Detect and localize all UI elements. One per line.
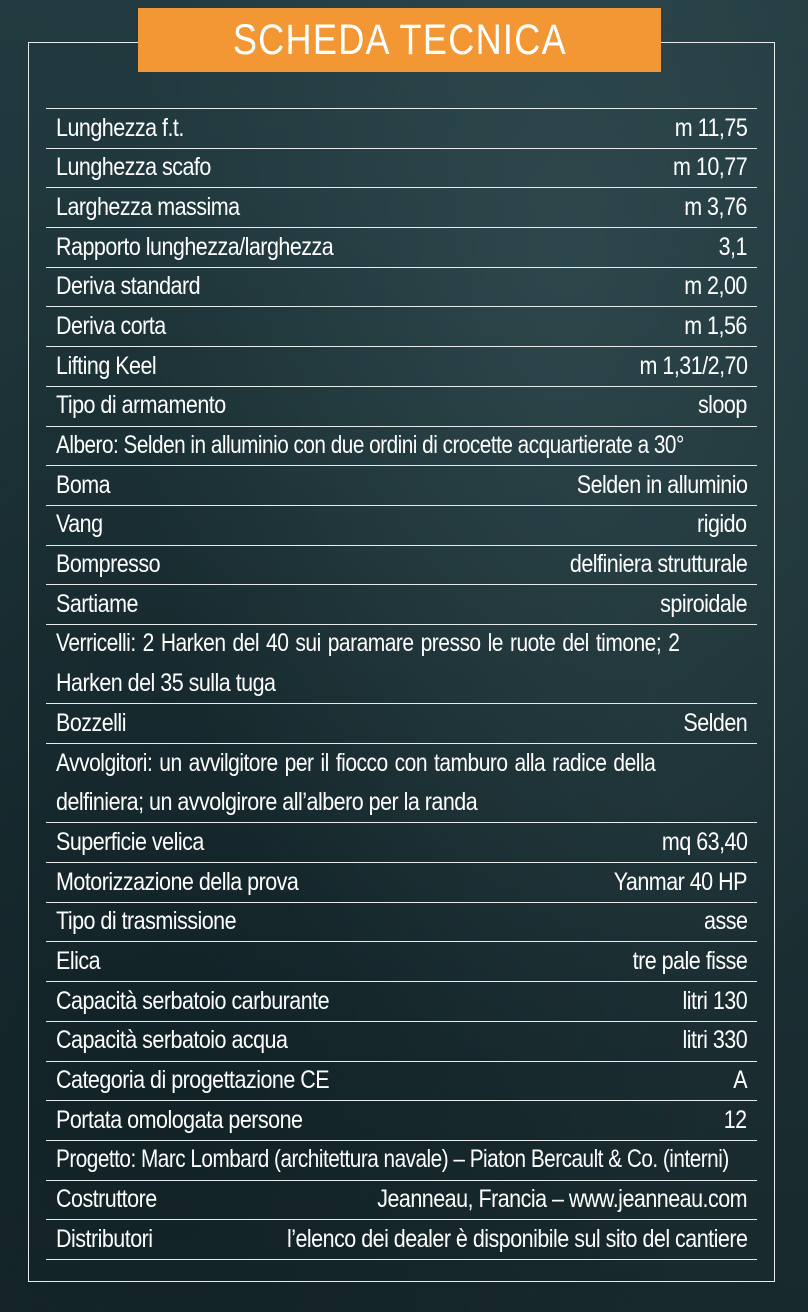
spec-label: Bozzelli — [56, 708, 126, 737]
spec-value: Jeanneau, Francia – www.jeanneau.com — [377, 1185, 747, 1214]
spec-text-line: Avvolgitori: un avvilgitore per il fiocco con tamburo alla radice della — [56, 748, 656, 777]
spec-label: Lunghezza f.t. — [56, 113, 184, 142]
spec-row — [46, 744, 757, 823]
title-banner — [138, 8, 661, 72]
spec-label: Larghezza massima — [56, 192, 240, 221]
spec-row — [46, 1181, 757, 1221]
spec-label: Portata omologata persone — [56, 1105, 303, 1134]
spec-value: tre pale fisse — [632, 946, 747, 975]
spec-label: Tipo di trasmissione — [56, 907, 237, 936]
spec-row — [46, 585, 757, 625]
spec-row — [46, 823, 757, 863]
spec-label: Elica — [56, 946, 101, 975]
spec-row — [46, 942, 757, 982]
spec-row — [46, 109, 757, 149]
spec-value: m 11,75 — [674, 113, 747, 142]
spec-text-line: Verricelli: 2 Harken del 40 sui paramare presso le ruote del timone; 2 — [56, 629, 680, 658]
spec-row — [46, 1141, 757, 1181]
spec-label: Motorizzazione della prova — [56, 867, 299, 896]
spec-label: Costruttore — [56, 1185, 157, 1214]
spec-row — [46, 268, 757, 308]
spec-value: 12 — [724, 1105, 747, 1134]
spec-row — [46, 228, 757, 268]
spec-value: sloop — [698, 391, 747, 420]
spec-row — [46, 347, 757, 387]
spec-value: m 3,76 — [684, 192, 747, 221]
spec-value: delfiniera strutturale — [569, 550, 747, 579]
spec-text: Albero: Selden in alluminio con due ordini di crocette acquartierate a 30° — [56, 431, 684, 459]
spec-row — [46, 1101, 757, 1141]
spec-row — [46, 546, 757, 586]
spec-value: m 2,00 — [684, 272, 747, 301]
spec-row — [46, 307, 757, 347]
spec-text-line: Harken del 35 sulla tuga — [56, 669, 276, 698]
spec-label: Categoria di progettazione CE — [56, 1066, 330, 1095]
spec-row — [46, 863, 757, 903]
spec-label: Superficie velica — [56, 827, 204, 856]
spec-label: Bompresso — [56, 550, 161, 579]
spec-value: asse — [703, 907, 747, 936]
spec-value: Selden — [683, 708, 747, 737]
spec-label: Distributori — [56, 1224, 153, 1253]
spec-label: Rapporto lunghezza/larghezza — [56, 232, 334, 261]
spec-value: l’elenco dei dealer è disponibile sul sito del cantiere — [286, 1224, 747, 1253]
spec-label: Sartiame — [56, 589, 138, 618]
page-title: SCHEDA TECNICA — [232, 15, 567, 64]
spec-value: litri 130 — [682, 986, 747, 1015]
spec-label: Vang — [56, 510, 103, 539]
spec-value: rigido — [697, 510, 747, 539]
spec-row — [46, 982, 757, 1022]
spec-value: 3,1 — [718, 232, 747, 261]
spec-text — [56, 744, 747, 823]
spec-text — [56, 624, 747, 703]
spec-label: Lunghezza scafo — [56, 153, 211, 182]
spec-text-line: delfiniera; un avvolgirore all’albero per la randa — [56, 788, 478, 817]
spec-row — [46, 625, 757, 704]
spec-value: Yanmar 40 HP — [613, 867, 747, 896]
spec-label: Deriva corta — [56, 311, 166, 340]
spec-row — [46, 466, 757, 506]
spec-value: m 1,31/2,70 — [639, 351, 747, 380]
spec-text: Progetto: Marc Lombard (architettura navale) – Piaton Bercault & Co. (interni) — [56, 1145, 729, 1174]
spec-value: spiroidale — [660, 589, 747, 618]
spec-row — [46, 506, 757, 546]
spec-label: Deriva standard — [56, 272, 201, 301]
spec-label: Tipo di armamento — [56, 391, 226, 420]
spec-label: Capacità serbatoio acqua — [56, 1026, 288, 1055]
spec-row — [46, 149, 757, 189]
spec-row — [46, 1062, 757, 1102]
spec-row — [46, 188, 757, 228]
spec-row — [46, 1220, 757, 1260]
spec-value: Selden in alluminio — [576, 470, 747, 499]
spec-label: Capacità serbatoio carburante — [56, 986, 330, 1015]
spec-label: Boma — [56, 470, 111, 499]
spec-value: m 1,56 — [684, 311, 747, 340]
spec-table — [46, 108, 757, 1260]
spec-value: litri 330 — [682, 1026, 747, 1055]
spec-value: mq 63,40 — [661, 827, 747, 856]
spec-value: m 10,77 — [672, 153, 747, 182]
spec-row — [46, 1022, 757, 1062]
spec-row — [46, 903, 757, 943]
spec-label: Lifting Keel — [56, 351, 157, 380]
spec-value: A — [733, 1066, 747, 1095]
spec-row — [46, 704, 757, 744]
spec-row — [46, 387, 757, 427]
spec-row — [46, 427, 757, 467]
